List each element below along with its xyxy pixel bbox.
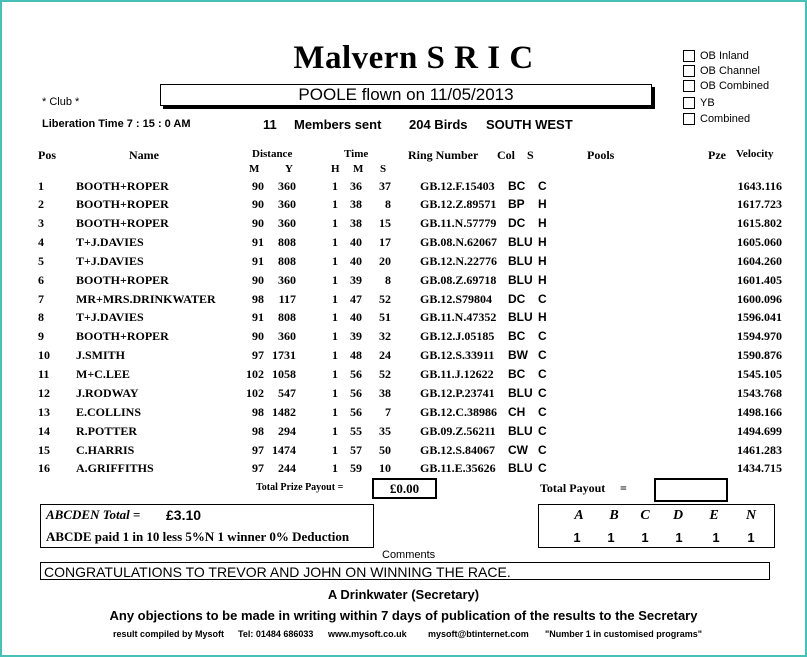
cell-ring: GB.08.Z.69718: [420, 273, 497, 287]
cell-minutes: 55: [350, 424, 362, 438]
cell-name: R.POTTER: [76, 424, 138, 438]
cell-minutes: 36: [350, 179, 362, 193]
table-row: [0, 424, 807, 442]
cell-minutes: 40: [350, 254, 362, 268]
table-row: [0, 367, 807, 385]
cell-miles: 90: [252, 216, 264, 230]
cell-velocity: 1605.060: [737, 235, 782, 249]
header-distance: Distance: [252, 148, 293, 160]
cell-seconds: 35: [379, 424, 391, 438]
pool-letter: C: [640, 508, 650, 523]
cell-sex: C: [538, 348, 547, 362]
cell-minutes: 56: [350, 367, 362, 381]
cell-colour: BW: [508, 348, 528, 362]
cell-colour: BLU: [508, 386, 533, 400]
cell-yards: 360: [278, 197, 296, 211]
cell-minutes: 56: [350, 405, 362, 419]
cell-seconds: 37: [379, 179, 391, 193]
cell-velocity: 1594.970: [737, 329, 782, 343]
cell-pos: 14: [38, 424, 50, 438]
table-row: [0, 273, 807, 291]
cell-ring: GB.12.P.23741: [420, 386, 495, 400]
cell-colour: DC: [508, 292, 526, 306]
cell-ring: GB.09.Z.56211: [420, 424, 496, 438]
cell-colour: BC: [508, 367, 526, 381]
cell-hours: 1: [332, 443, 338, 457]
cell-name: T+J.DAVIES: [76, 235, 144, 249]
cell-name: J.SMITH: [76, 348, 126, 362]
cell-sex: H: [538, 197, 547, 211]
cell-miles: 90: [252, 273, 264, 287]
cell-name: BOOTH+ROPER: [76, 179, 169, 193]
cell-name: T+J.DAVIES: [76, 310, 144, 324]
cell-sex: H: [538, 310, 547, 324]
cell-miles: 91: [252, 310, 264, 324]
cell-velocity: 1545.105: [737, 367, 782, 381]
cell-hours: 1: [332, 197, 338, 211]
cell-sex: C: [538, 367, 547, 381]
cell-velocity: 1543.768: [737, 386, 782, 400]
cell-name: BOOTH+ROPER: [76, 197, 169, 211]
subheader-yards: Y: [285, 163, 293, 175]
cell-miles: 90: [252, 329, 264, 343]
table-row: [0, 216, 807, 234]
cell-pos: 13: [38, 405, 50, 419]
cell-hours: 1: [332, 348, 338, 362]
checkbox-ob-inland[interactable]: OB Inland: [683, 50, 749, 62]
cell-name: BOOTH+ROPER: [76, 273, 169, 287]
cell-miles: 98: [252, 405, 264, 419]
subheader-seconds: S: [380, 163, 387, 175]
checkbox-icon[interactable]: [683, 80, 695, 92]
pool-value: 1: [712, 530, 720, 545]
cell-pos: 1: [38, 179, 44, 193]
cell-minutes: 57: [350, 443, 362, 457]
cell-miles: 98: [252, 424, 264, 438]
header-name: Name: [129, 148, 159, 162]
cell-pos: 4: [38, 235, 44, 249]
comments-label: Comments: [382, 549, 436, 561]
cell-sex: C: [538, 405, 547, 419]
cell-ring: GB.12.F.15403: [420, 179, 495, 193]
cell-minutes: 48: [350, 348, 362, 362]
cell-seconds: 51: [379, 310, 391, 324]
cell-sex: C: [538, 386, 547, 400]
cell-velocity: 1434.715: [737, 461, 782, 475]
cell-sex: C: [538, 292, 547, 306]
members-count: 11: [263, 117, 277, 132]
cell-velocity: 1643.116: [737, 179, 782, 193]
cell-yards: 547: [278, 386, 296, 400]
cell-velocity: 1617.723: [737, 197, 782, 211]
cell-name: E.COLLINS: [76, 405, 142, 419]
table-row: [0, 348, 807, 366]
club-label: * Club *: [42, 96, 80, 108]
cell-ring: GB.08.N.62067: [420, 235, 498, 249]
cell-colour: BP: [508, 197, 525, 211]
cell-ring: GB.12.Z.89571: [420, 197, 497, 211]
table-row: [0, 235, 807, 253]
footer-web: www.mysoft.co.uk: [328, 629, 407, 639]
cell-yards: 1731: [272, 348, 296, 362]
cell-seconds: 52: [379, 292, 391, 306]
cell-minutes: 38: [350, 216, 362, 230]
cell-pos: 3: [38, 216, 44, 230]
table-row: [0, 405, 807, 423]
table-row: [0, 386, 807, 404]
cell-colour: BLU: [508, 235, 533, 249]
cell-velocity: 1461.283: [737, 443, 782, 457]
comments-text: CONGRATULATIONS TO TREVOR AND JOHN ON WINNING THE RACE.: [40, 562, 770, 580]
direction: SOUTH WEST: [486, 117, 573, 132]
cell-hours: 1: [332, 310, 338, 324]
cell-colour: BC: [508, 179, 526, 193]
pool-letter: B: [609, 508, 619, 523]
race-subtitle: POOLE flown on 11/05/2013: [160, 84, 652, 106]
cell-sex: H: [538, 235, 547, 249]
cell-name: C.HARRIS: [76, 443, 135, 457]
cell-hours: 1: [332, 367, 338, 381]
total-prize-label: Total Prize Payout =: [256, 482, 344, 493]
subheader-minutes: M: [353, 163, 364, 175]
cell-seconds: 7: [385, 405, 391, 419]
cell-seconds: 10: [379, 461, 391, 475]
cell-hours: 1: [332, 461, 338, 475]
pool-letter: D: [672, 508, 684, 523]
cell-velocity: 1604.260: [737, 254, 782, 268]
header-col: Col: [497, 148, 515, 162]
cell-name: A.GRIFFITHS: [76, 461, 154, 475]
cell-hours: 1: [332, 424, 338, 438]
header-ring: Ring Number: [408, 148, 479, 162]
cell-yards: 360: [278, 329, 296, 343]
cell-ring: GB.12.N.22776: [420, 254, 498, 268]
cell-sex: C: [538, 424, 547, 438]
cell-minutes: 39: [350, 273, 362, 287]
cell-yards: 360: [278, 179, 296, 193]
cell-colour: DC: [508, 216, 526, 230]
cell-seconds: 20: [379, 254, 391, 268]
cell-pos: 7: [38, 292, 44, 306]
cell-colour: BLU: [508, 310, 533, 324]
cell-yards: 1482: [272, 405, 296, 419]
total-prize-value: £0.00: [372, 478, 437, 499]
footer-email: mysoft@btinternet.com: [428, 629, 529, 639]
cell-hours: 1: [332, 254, 338, 268]
secretary: A Drinkwater (Secretary): [327, 587, 480, 602]
total-payout-label: Total Payout: [540, 481, 606, 495]
cell-velocity: 1600.096: [737, 292, 782, 306]
footer-tel: Tel: 01484 686033: [238, 629, 314, 639]
cell-yards: 117: [278, 292, 296, 306]
table-row: [0, 310, 807, 328]
cell-miles: 97: [252, 443, 264, 457]
subheader-hours: H: [331, 163, 340, 175]
table-row: [0, 197, 807, 215]
cell-hours: 1: [332, 216, 338, 230]
cell-ring: GB.12.S.33911: [420, 348, 495, 362]
table-row: [0, 329, 807, 347]
birds-count: 204 Birds: [409, 117, 468, 132]
cell-colour: BLU: [508, 461, 533, 475]
cell-velocity: 1498.166: [737, 405, 782, 419]
cell-pos: 8: [38, 310, 44, 324]
pool-letter: E: [709, 508, 719, 523]
cell-minutes: 40: [350, 310, 362, 324]
table-row: [0, 443, 807, 461]
header-sex: S: [527, 148, 534, 162]
footer-compiled: result compiled by Mysoft: [113, 629, 225, 639]
cell-yards: 1058: [272, 367, 296, 381]
cell-minutes: 40: [350, 235, 362, 249]
header-velocity: Velocity: [736, 148, 774, 160]
cell-ring: GB.11.N.57779: [420, 216, 497, 230]
abcden-value: £3.10: [166, 507, 202, 523]
cell-sex: H: [538, 254, 547, 268]
cell-pos: 5: [38, 254, 44, 268]
cell-pos: 2: [38, 197, 44, 211]
cell-sex: H: [538, 216, 547, 230]
cell-colour: BC: [508, 329, 526, 343]
header-time: Time: [344, 148, 369, 160]
cell-sex: H: [538, 273, 547, 287]
cell-ring: GB.11.J.12622: [420, 367, 494, 381]
header-pools: Pools: [587, 148, 615, 162]
pool-value: 1: [675, 530, 683, 545]
cell-seconds: 52: [379, 367, 391, 381]
header-pze: Pze: [708, 148, 726, 162]
cell-sex: C: [538, 329, 547, 343]
cell-ring: GB.11.N.47352: [420, 310, 497, 324]
cell-miles: 97: [252, 348, 264, 362]
footer-slogan: "Number 1 in customised programs": [545, 629, 703, 639]
checkbox-icon[interactable]: [683, 65, 695, 77]
cell-colour: BLU: [508, 254, 533, 268]
table-row: [0, 254, 807, 272]
members-label: Members sent: [294, 117, 382, 132]
cell-ring: GB.12.S.84067: [420, 443, 496, 457]
cell-name: BOOTH+ROPER: [76, 329, 169, 343]
cell-yards: 294: [278, 424, 296, 438]
subheader-miles: M: [249, 163, 260, 175]
cell-name: M+C.LEE: [76, 367, 130, 381]
cell-seconds: 24: [379, 348, 391, 362]
pool-letter: A: [574, 508, 584, 523]
cell-yards: 360: [278, 273, 296, 287]
cell-name: J.RODWAY: [76, 386, 139, 400]
cell-name: T+J.DAVIES: [76, 254, 144, 268]
cell-minutes: 39: [350, 329, 362, 343]
cell-velocity: 1590.876: [737, 348, 782, 362]
cell-hours: 1: [332, 292, 338, 306]
checkbox-icon[interactable]: [683, 97, 695, 109]
cell-name: BOOTH+ROPER: [76, 216, 169, 230]
cell-miles: 102: [246, 386, 264, 400]
pool-value: 1: [573, 530, 581, 545]
cell-name: MR+MRS.DRINKWATER: [76, 292, 216, 306]
cell-yards: 808: [278, 310, 296, 324]
cell-yards: 244: [278, 461, 296, 475]
cell-seconds: 50: [379, 443, 391, 457]
cell-miles: 97: [252, 461, 264, 475]
cell-minutes: 38: [350, 197, 362, 211]
cell-velocity: 1494.699: [737, 424, 782, 438]
cell-miles: 90: [252, 197, 264, 211]
cell-miles: 90: [252, 179, 264, 193]
cell-pos: 10: [38, 348, 50, 362]
checkbox-combined[interactable]: Combined: [683, 113, 750, 125]
cell-miles: 91: [252, 254, 264, 268]
checkbox-icon[interactable]: [683, 50, 695, 62]
cell-minutes: 56: [350, 386, 362, 400]
cell-seconds: 17: [379, 235, 391, 249]
checkbox-ob-combined[interactable]: OB Combined: [683, 80, 769, 92]
pool-value: 1: [641, 530, 649, 545]
abcden-label: ABCDEN Total =: [46, 507, 141, 522]
total-payout-value: [654, 478, 728, 502]
cell-pos: 15: [38, 443, 50, 457]
cell-ring: GB.12.S79804: [420, 292, 493, 306]
cell-pos: 6: [38, 273, 44, 287]
cell-seconds: 32: [379, 329, 391, 343]
cell-hours: 1: [332, 405, 338, 419]
cell-hours: 1: [332, 235, 338, 249]
cell-pos: 9: [38, 329, 44, 343]
cell-ring: GB.12.C.38986: [420, 405, 498, 419]
cell-ring: GB.11.E.35626: [420, 461, 496, 475]
checkbox-yb[interactable]: YB: [683, 97, 715, 109]
cell-colour: BLU: [508, 424, 533, 438]
cell-pos: 12: [38, 386, 50, 400]
cell-velocity: 1596.041: [737, 310, 782, 324]
cell-hours: 1: [332, 179, 338, 193]
cell-miles: 91: [252, 235, 264, 249]
cell-yards: 808: [278, 254, 296, 268]
abcden-note: ABCDE paid 1 in 10 less 5%N 1 winner 0% Deduction: [46, 529, 350, 544]
cell-seconds: 8: [385, 273, 391, 287]
header-pos: Pos: [38, 148, 56, 162]
cell-seconds: 15: [379, 216, 391, 230]
cell-hours: 1: [332, 329, 338, 343]
cell-colour: CW: [508, 443, 528, 457]
checkbox-icon[interactable]: [683, 113, 695, 125]
pool-value: 1: [747, 530, 755, 545]
cell-velocity: 1601.405: [737, 273, 782, 287]
cell-hours: 1: [332, 386, 338, 400]
cell-yards: 808: [278, 235, 296, 249]
cell-seconds: 8: [385, 197, 391, 211]
pool-letter: N: [745, 508, 757, 523]
cell-yards: 360: [278, 216, 296, 230]
cell-sex: C: [538, 461, 547, 475]
cell-hours: 1: [332, 273, 338, 287]
cell-miles: 98: [252, 292, 264, 306]
cell-ring: GB.12.J.05185: [420, 329, 495, 343]
objections-note: Any objections to be made in writing within 7 days of publication of the results to the Secretary: [109, 608, 698, 623]
cell-pos: 16: [38, 461, 50, 475]
cell-velocity: 1615.802: [737, 216, 782, 230]
page-title: Malvern S R I C: [293, 40, 534, 76]
table-row: [0, 179, 807, 197]
cell-sex: C: [538, 179, 547, 193]
table-row: [0, 461, 807, 479]
cell-minutes: 47: [350, 292, 362, 306]
cell-minutes: 59: [350, 461, 362, 475]
total-payout-equals: =: [620, 481, 627, 495]
cell-pos: 11: [38, 367, 50, 381]
cell-seconds: 38: [379, 386, 391, 400]
cell-sex: C: [538, 443, 547, 457]
cell-colour: CH: [508, 405, 526, 419]
liberation-time: Liberation Time 7 : 15 : 0 AM: [42, 118, 191, 130]
checkbox-ob-channel[interactable]: OB Channel: [683, 65, 760, 77]
cell-colour: BLU: [508, 273, 533, 287]
pool-value: 1: [607, 530, 615, 545]
table-row: [0, 292, 807, 310]
cell-yards: 1474: [272, 443, 296, 457]
cell-miles: 102: [246, 367, 264, 381]
